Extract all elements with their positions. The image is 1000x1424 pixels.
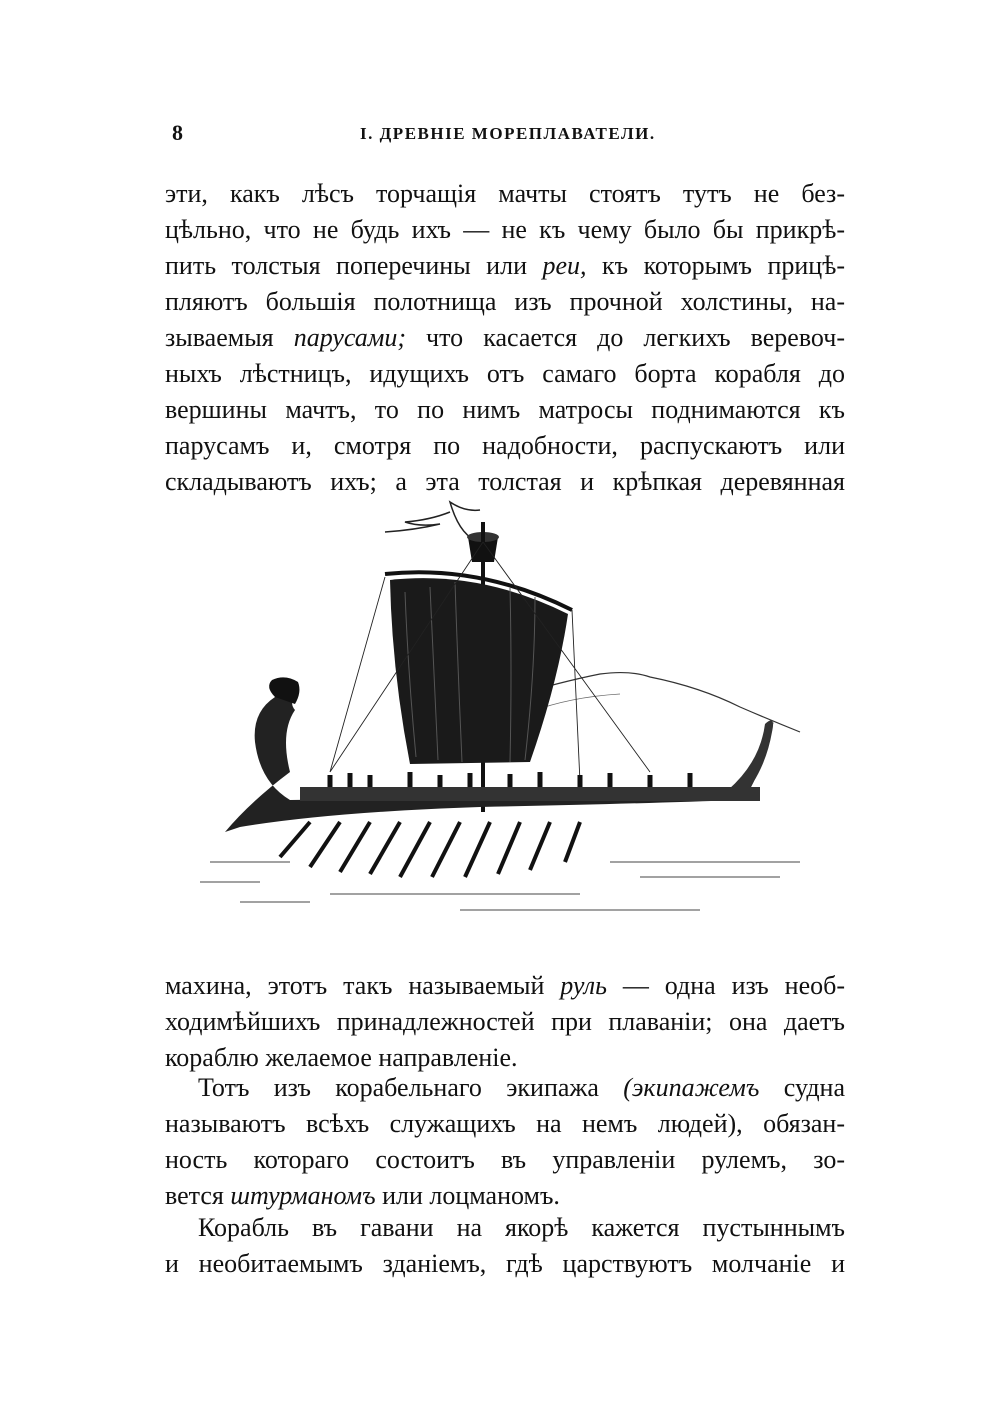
text-line: ныхъ лѣстницъ, идущихъ отъ самаго борта корабля до — [165, 359, 845, 388]
text-line: эти, какъ лѣсъ торчащія мачты стоятъ тутъ не без- — [165, 179, 845, 208]
term-rei: реи, — [542, 251, 587, 280]
text-run: или лоцманомъ. — [375, 1181, 560, 1210]
text-run: судна — [759, 1073, 845, 1102]
text-line — [198, 1070, 845, 1106]
page-number: 8 — [172, 120, 183, 145]
text-run: пить толстыя поперечины или — [165, 251, 543, 280]
text-run: — одна изъ необ- — [606, 971, 845, 1000]
text-run: что касается до легкихъ веревоч- — [406, 323, 845, 352]
text-run: Тотъ изъ корабельнаго экипажа — [198, 1073, 624, 1102]
term-parusami: парусами; — [293, 323, 407, 352]
text-line: парусамъ и, смотря по надобности, распускаютъ или — [165, 431, 845, 460]
text-line: кораблю желаемое направленіе. — [165, 1043, 518, 1072]
running-head: I. ДРЕВНІЕ МОРЕПЛАВАТЕЛИ. — [360, 124, 656, 143]
text-run: зываемыя — [165, 323, 294, 352]
text-line — [165, 320, 845, 356]
ship-illustration — [180, 482, 830, 952]
term-ekipazhem: (экипажемъ — [623, 1073, 760, 1102]
text-line: складываютъ ихъ; а эта толстая и крѣпкая деревянная — [165, 467, 845, 496]
term-shturmanom: штурманомъ — [230, 1181, 376, 1210]
text-line — [165, 248, 845, 284]
text-line: ность котораго состоитъ въ управленіи рулемъ, зо- — [165, 1145, 845, 1174]
text-line: ходимѣйшихъ принадлежностей при плаваніи; она даетъ — [165, 1007, 845, 1036]
term-rul: руль — [560, 971, 607, 1000]
text-line: называютъ всѣхъ служащихъ на немъ людей), обязан- — [165, 1109, 845, 1138]
text-line — [165, 1178, 845, 1214]
text-line: цѣльно, что не будь ихъ — не къ чему было бы прикрѣ- — [165, 215, 845, 244]
text-line — [165, 968, 845, 1004]
text-line: пляютъ большія полотнища изъ прочной холстины, на- — [165, 287, 845, 316]
text-run: махина, этотъ такъ называемый — [165, 971, 561, 1000]
text-run: къ которымъ прицѣ- — [586, 251, 845, 280]
text-line: и необитаемымъ зданіемъ, гдѣ царствуютъ молчаніе и — [165, 1249, 845, 1278]
text-line: вершины мачтъ, то по нимъ матросы поднимаются къ — [165, 395, 845, 424]
text-line: Корабль въ гавани на якорѣ кажется пустыннымъ — [198, 1213, 845, 1242]
text-run: вется — [165, 1181, 231, 1210]
